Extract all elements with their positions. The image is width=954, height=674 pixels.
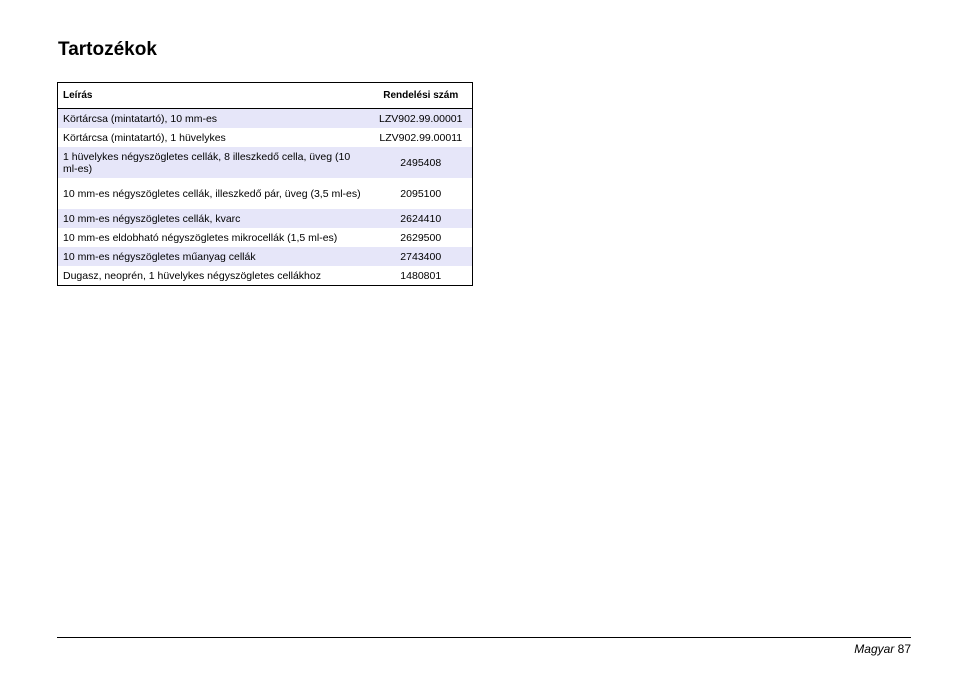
column-header-description: Leírás [58,83,370,109]
item-description: Körtárcsa (mintatartó), 10 mm-es [58,109,370,129]
item-order-number: 2095100 [400,187,442,200]
table-row [58,228,473,247]
item-description: 1 hüvelykes négyszögletes cellák, 8 illeszkedő cella, üveg (10 ml-es) [58,147,370,178]
footer-divider [57,637,911,638]
table-header-row [58,83,473,109]
item-description: 10 mm-es négyszögletes cellák, illeszkedő pár, üveg (3,5 ml-es) [63,187,361,200]
accessories-table [57,82,473,286]
table-row [58,109,473,129]
page-title: Tartozékok [58,39,157,60]
item-order-number: 2629500 [400,231,442,244]
item-description: 10 mm-es négyszögletes cellák, kvarc [58,209,370,228]
page-footer [854,642,911,656]
item-description: 10 mm-es eldobható négyszögletes mikrocellák (1,5 ml-es) [63,231,338,244]
item-description: Körtárcsa (mintatartó), 1 hüvelykes [63,131,226,144]
item-order-number: LZV902.99.00001 [370,109,473,129]
item-description: 10 mm-es négyszögletes műanyag cellák [58,247,370,266]
table-row [58,178,473,209]
footer-page-number: 87 [897,642,911,656]
column-header-order-number: Rendelési szám [370,83,473,109]
item-order-number: 2624410 [370,209,473,228]
table-row [58,266,473,286]
table-row [58,128,473,147]
table-row [58,247,473,266]
footer-language: Magyar [854,642,895,656]
item-order-number: 2495408 [370,147,473,178]
item-order-number: LZV902.99.00011 [379,131,463,144]
table-row [58,147,473,178]
table-row [58,209,473,228]
item-order-number: 2743400 [370,247,473,266]
item-order-number: 1480801 [400,269,442,282]
item-description: Dugasz, neoprén, 1 hüvelykes négyszögletes cellákhoz [63,269,321,282]
